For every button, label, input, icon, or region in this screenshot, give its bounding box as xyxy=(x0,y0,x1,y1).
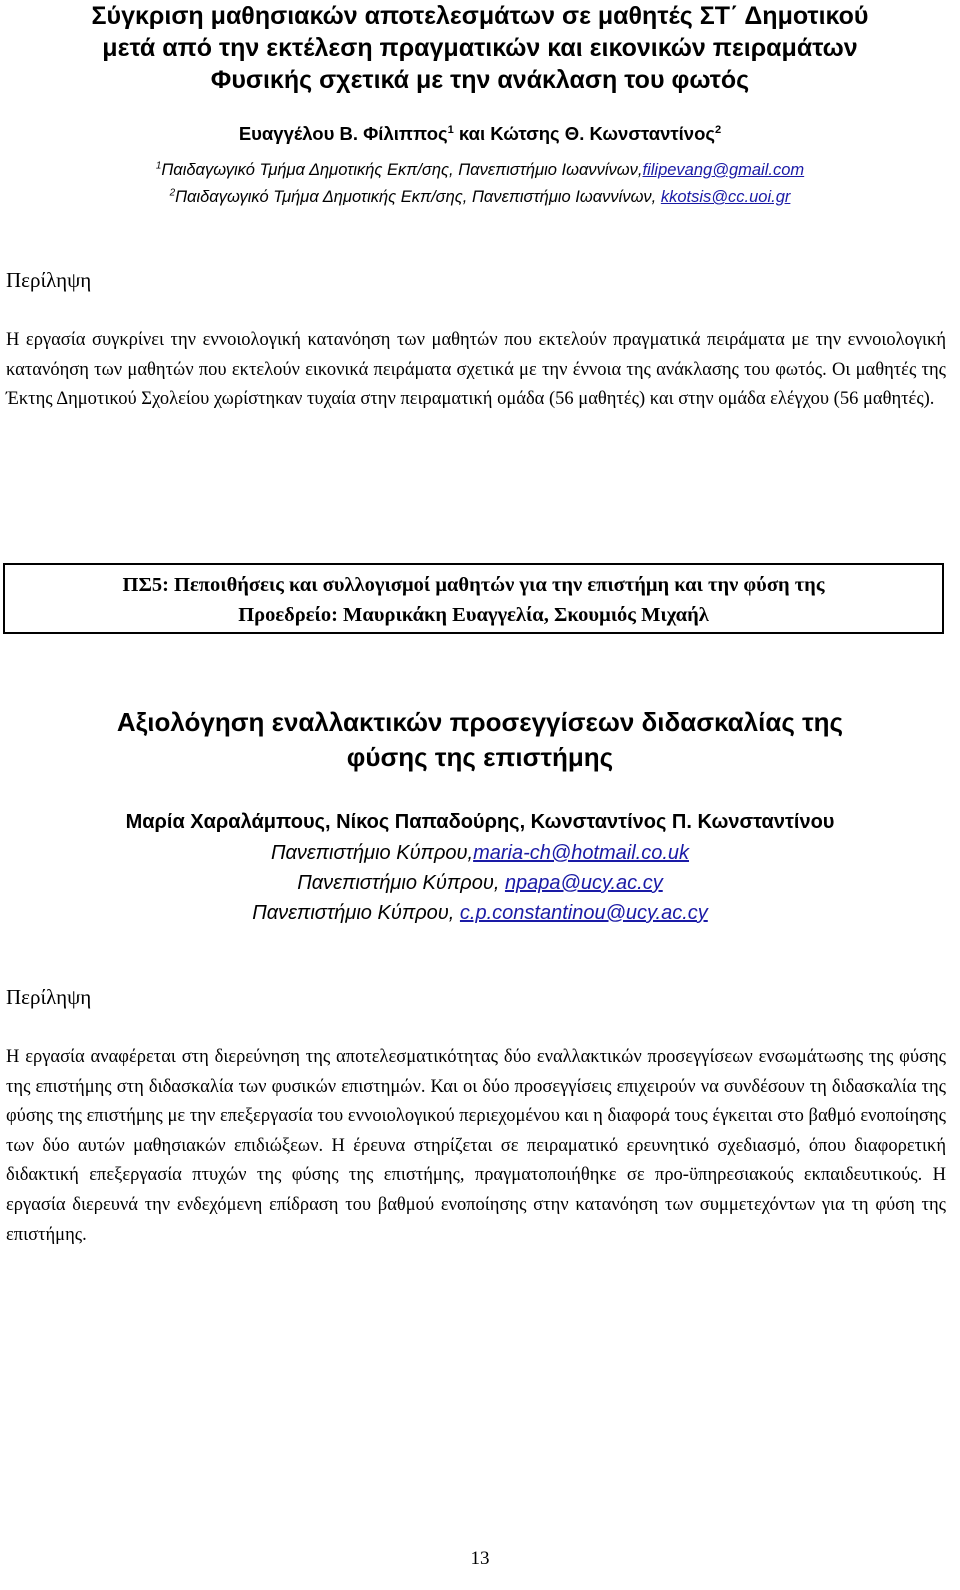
paper2-authors: Μαρία Χαραλάμπους, Νίκος Παπαδούρης, Κωνσταντίνος Π. Κωνσταντίνου xyxy=(125,811,835,833)
affiliation-text: Παιδαγωγικό Τμήμα Δημοτικής Εκπ/σης, Πανεπιστήμιο Ιωαννίνων, xyxy=(161,161,643,179)
affiliation-line xyxy=(0,898,960,928)
paper1-title-line: μετά από την εκτέλεση πραγματικών και εικονικών πειραμάτων xyxy=(102,34,858,62)
session-box xyxy=(3,563,944,634)
affiliation-line xyxy=(0,868,960,898)
affiliation-line xyxy=(0,838,960,868)
paper1-title xyxy=(0,0,960,96)
paper2-title-line: Αξιολόγηση εναλλακτικών προσεγγίσεων διδασκαλίας της xyxy=(116,707,844,737)
author-affiliation-mark: 2 xyxy=(715,123,722,136)
session-chairs: Προεδρείο: Μαυρικάκη Ευαγγελία, Σκουμιός Μιχαήλ xyxy=(238,604,709,626)
email-link[interactable]: maria-ch@hotmail.co.uk xyxy=(473,842,690,864)
paper2-title xyxy=(0,705,960,775)
paper1-title-line: Σύγκριση μαθησιακών αποτελεσμάτων σε μαθητές ΣΤ΄ Δημοτικού xyxy=(91,2,869,30)
paper1-affiliations xyxy=(0,157,960,211)
author-affiliation-mark: 1 xyxy=(447,123,454,136)
paper1-authors xyxy=(0,122,960,146)
affiliation-text: Πανεπιστήμιο Κύπρου, xyxy=(252,902,460,924)
author-separator: και xyxy=(453,123,491,144)
email-link[interactable]: filipevang@gmail.com xyxy=(642,161,805,179)
paper2-affiliations xyxy=(0,838,960,928)
email-link[interactable]: kkotsis@cc.uoi.gr xyxy=(660,188,791,206)
abstract-text: Η εργασία αναφέρεται στη διερεύνηση της αποτελεσματικότητας δύο εναλλακτικών προσεγγίσεων ενσωμάτωσης της φύσης της επιστήμης στη διδασκαλία των φυσικών επιστημών. Και οι δύο προσεγγίσεις επιχειρούν να συνδέσουν τη διδασκαλία της φύσης της επιστήμης με την επεξεργασία του εννοιολογικού περιεχομένου και η διαφορά τους έγκειται στο βαθμό ενοποίησης των δύο αυτών μαθησιακών επιδιώξεων. Η έρευνα στηρίζεται σε πειραματικό ερευνητικό σχεδιασμό, όπου διαφορετική διδακτική επεξεργασία πτυχών της φύσης της επιστήμης, πραγματοποιήθηκε σε προ-ϋπηρεσιακούς εκπαιδευτικούς. Η εργασία διερευνά την ενδεχόμενη επίδραση του βαθμού ενοποίησης στην κατανόηση των συμμετεχόντων για τη φύση της επιστήμης. xyxy=(6,1047,946,1245)
paper1-title-line: Φυσικής σχετικά με την ανάκλαση του φωτός xyxy=(210,66,750,94)
affiliation-text: Πανεπιστήμιο Κύπρου, xyxy=(270,842,474,864)
abstract-text: Η εργασία συγκρίνει την εννοιολογική κατανόηση των μαθητών που εκτελούν πραγματικά πειράματα με την εννοιολογική κατανόηση των μαθητών που εκτελούν εικονικά πειράματα σχετικά με την έννοια της ανάκλασης του φωτός. Οι μαθητές της Έκτης Δημοτικού Σχολείου χωρίστηκαν τυχαία στην πειραματική ομάδα (56 μαθητές) και στην ομάδα ελέγχου (56 μαθητές). xyxy=(6,330,946,410)
abstract-heading: Περίληψη xyxy=(6,268,92,292)
affiliation-line xyxy=(0,184,960,211)
session-title: ΠΣ5: Πεποιθήσεις και συλλογισμοί μαθητών για την επιστήμη και την φύση της xyxy=(122,574,825,596)
affiliation-mark: 2 xyxy=(169,187,176,199)
page-number: 13 xyxy=(470,1548,490,1569)
abstract-heading: Περίληψη xyxy=(6,985,92,1009)
author-name: Κώτσης Θ. Κωνσταντίνος xyxy=(490,123,715,144)
email-link[interactable]: c.p.constantinou@ucy.ac.cy xyxy=(459,902,708,924)
affiliation-text: Πανεπιστήμιο Κύπρου, xyxy=(297,872,505,894)
affiliation-text: Παιδαγωγικό Τμήμα Δημοτικής Εκπ/σης, Πανεπιστήμιο Ιωαννίνων, xyxy=(175,188,661,206)
paper2-title-line: φύσης της επιστήμης xyxy=(346,742,614,772)
affiliation-mark: 1 xyxy=(155,160,162,172)
author-name: Ευαγγέλου Β. Φίλιππος xyxy=(238,123,448,144)
affiliation-line xyxy=(0,157,960,184)
email-link[interactable]: npapa@ucy.ac.cy xyxy=(504,872,663,894)
